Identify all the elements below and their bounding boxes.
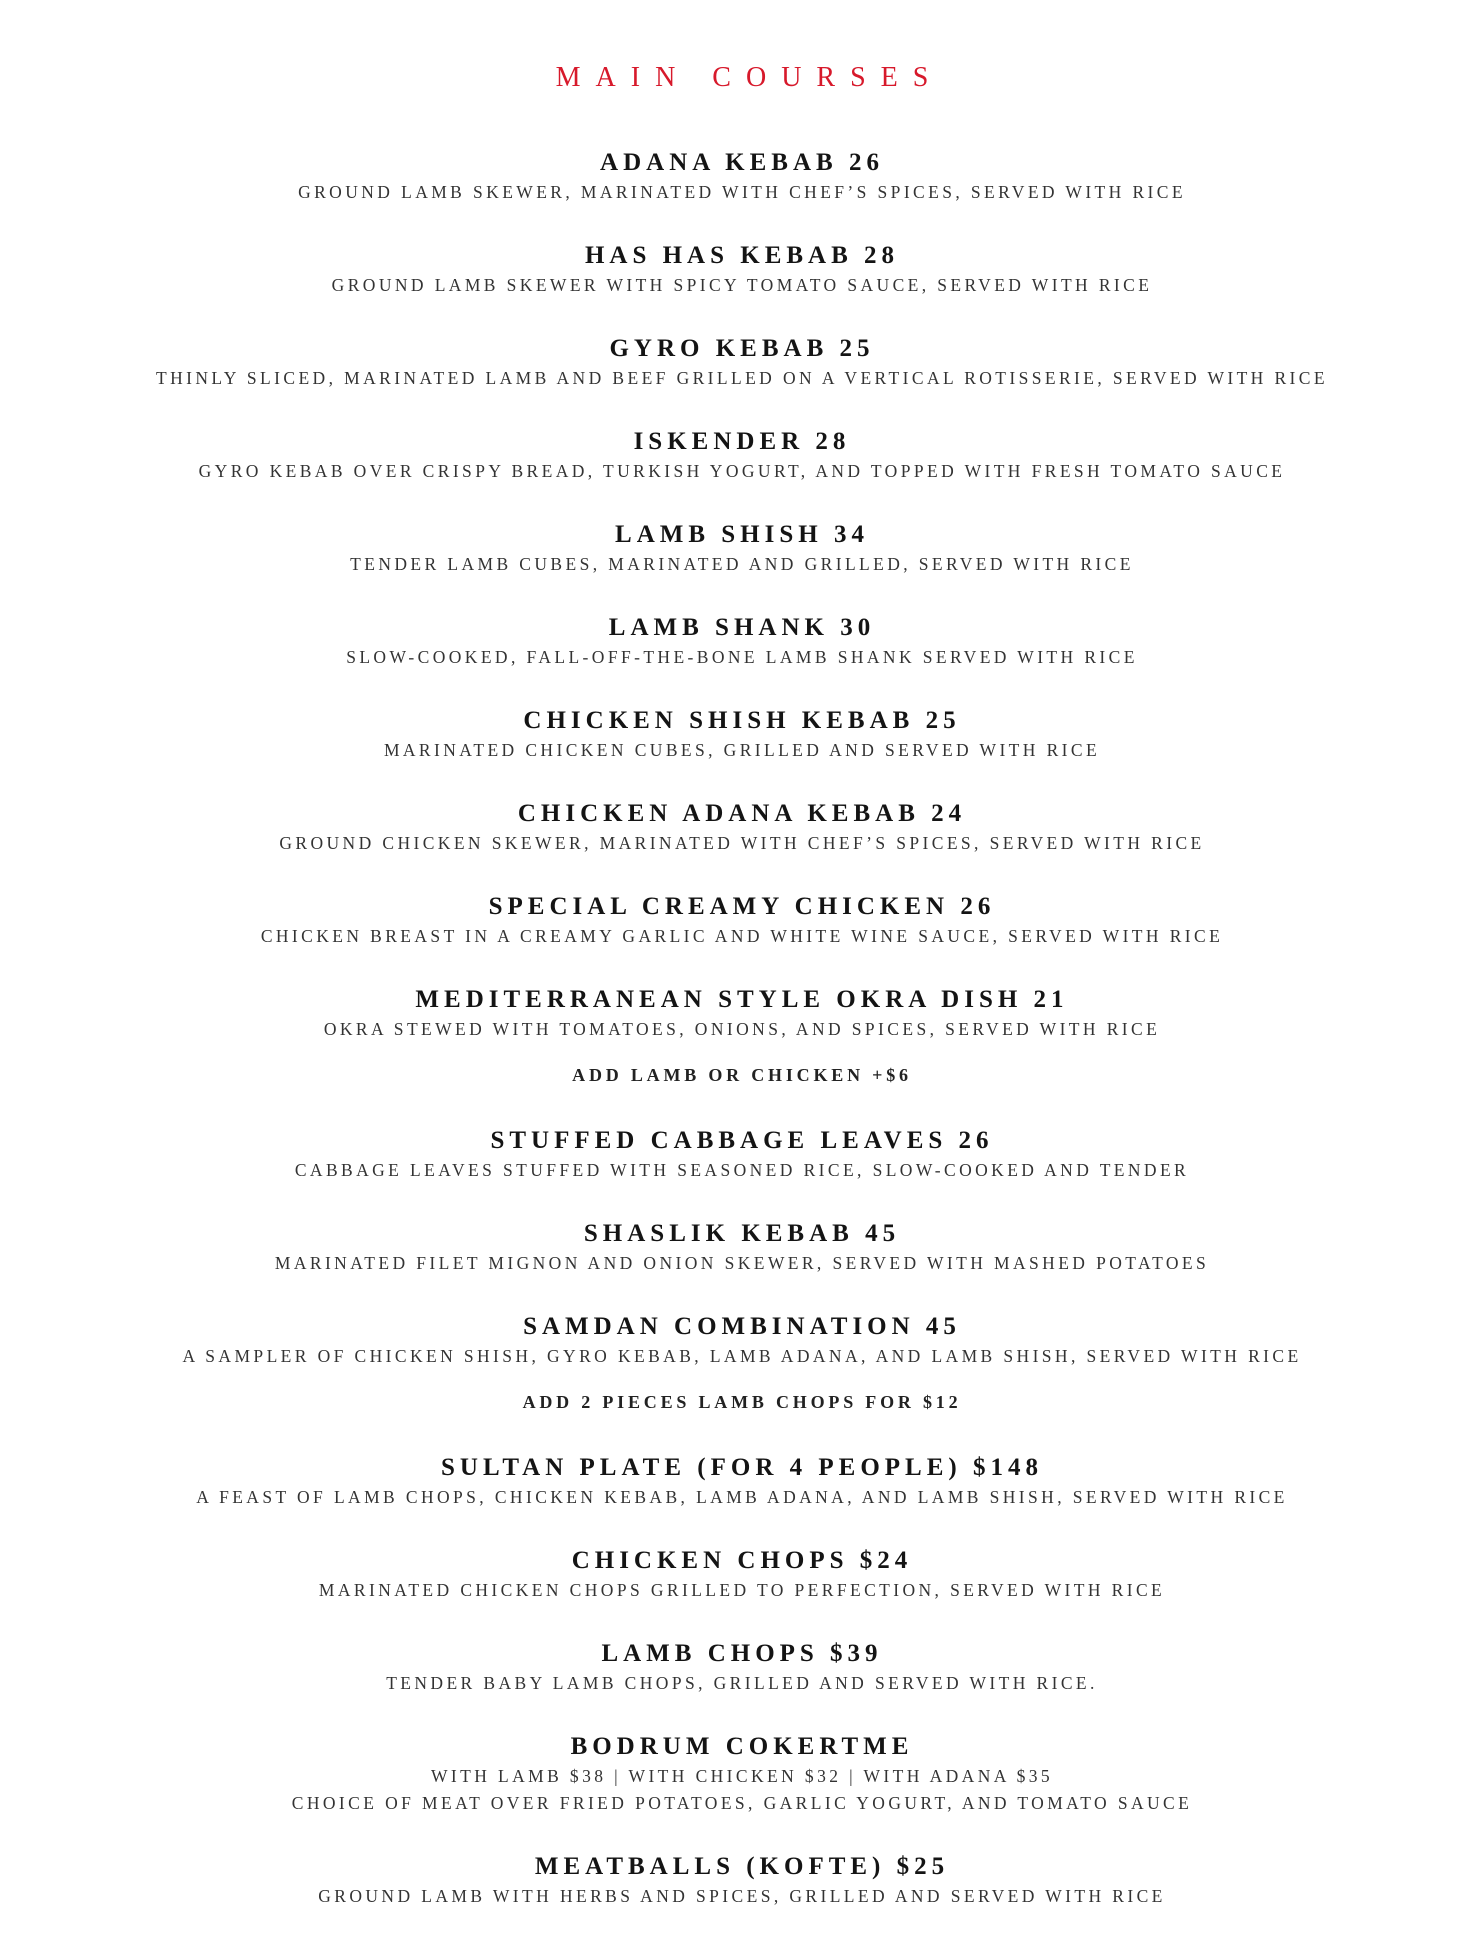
menu-item-name: SULTAN PLATE (FOR 4 PEOPLE) $148 [441, 1454, 1043, 1481]
menu-item-name: SPECIAL CREAMY CHICKEN 26 [488, 893, 996, 920]
menu-item-addon: ADD 2 PIECES LAMB CHOPS FOR $12 [522, 1392, 962, 1412]
menu-item [0, 1219, 1484, 1276]
menu-item [0, 427, 1484, 484]
menu-item-description: GROUND CHICKEN SKEWER, MARINATED WITH CHEF’S SPICES, SERVED WITH RICE [279, 833, 1205, 853]
menu-item-name: CHICKEN CHOPS $24 [571, 1547, 913, 1574]
menu-item [0, 1126, 1484, 1183]
menu-item-description: MARINATED CHICKEN CUBES, GRILLED AND SERVED WITH RICE [383, 740, 1101, 760]
menu-item-description: CHICKEN BREAST IN A CREAMY GARLIC AND WHITE WINE SAUCE, SERVED WITH RICE [260, 926, 1224, 946]
menu-item-description: GYRO KEBAB OVER CRISPY BREAD, TURKISH YOGURT, AND TOPPED WITH FRESH TOMATO SAUCE [198, 461, 1286, 481]
menu-item [0, 334, 1484, 391]
menu-item-description: MARINATED CHICKEN CHOPS GRILLED TO PERFECTION, SERVED WITH RICE [318, 1580, 1166, 1600]
menu-item-name: CHICKEN SHISH KEBAB 25 [523, 707, 961, 734]
page-title: MAIN COURSES [555, 62, 944, 93]
menu-item-name: LAMB CHOPS $39 [601, 1640, 883, 1667]
menu-item-name: SHASLIK KEBAB 45 [583, 1220, 901, 1247]
menu-item [0, 1312, 1484, 1369]
menu-item-description: THINLY SLICED, MARINATED LAMB AND BEEF GRILLED ON A VERTICAL ROTISSERIE, SERVED WITH RICE [156, 368, 1328, 388]
menu-item-name: BODRUM COKERTME [570, 1733, 914, 1760]
menu-item-name: LAMB SHANK 30 [608, 614, 876, 641]
menu-item-description: GROUND LAMB WITH HERBS AND SPICES, GRILLED AND SERVED WITH RICE [318, 1886, 1166, 1906]
menu-item-description: A SAMPLER OF CHICKEN SHISH, GYRO KEBAB, LAMB ADANA, AND LAMB SHISH, SERVED WITH RICE [182, 1346, 1302, 1366]
menu-item-description: SLOW-COOKED, FALL-OFF-THE-BONE LAMB SHANK SERVED WITH RICE [346, 647, 1138, 667]
menu-item-name: HAS HAS KEBAB 28 [584, 242, 900, 269]
menu-item [0, 1453, 1484, 1510]
menu-item [0, 241, 1484, 298]
menu-item-name: MEATBALLS (KOFTE) $25 [534, 1853, 950, 1880]
menu-item-description: WITH LAMB $38 | WITH CHICKEN $32 | WITH ADANA $35 [430, 1766, 1054, 1786]
menu-list [0, 148, 1484, 1945]
menu-item [0, 1852, 1484, 1909]
menu-item-name: ADANA KEBAB 26 [600, 149, 884, 176]
menu-item [0, 148, 1484, 205]
menu-item [0, 1639, 1484, 1696]
menu-item-addon: ADD LAMB OR CHICKEN +$6 [572, 1065, 912, 1085]
menu-item [0, 892, 1484, 949]
menu-item [0, 1546, 1484, 1603]
menu-item-description: OKRA STEWED WITH TOMATOES, ONIONS, AND SPICES, SERVED WITH RICE [323, 1019, 1161, 1039]
menu-item [0, 985, 1484, 1042]
menu-item-name: MEDITERRANEAN STYLE OKRA DISH 21 [415, 986, 1069, 1013]
menu-item-name: LAMB SHISH 34 [615, 521, 869, 548]
menu-item [0, 1732, 1484, 1816]
menu-item-description: CHOICE OF MEAT OVER FRIED POTATOES, GARLIC YOGURT, AND TOMATO SAUCE [291, 1793, 1193, 1813]
menu-item-description: A FEAST OF LAMB CHOPS, CHICKEN KEBAB, LAMB ADANA, AND LAMB SHISH, SERVED WITH RICE [196, 1487, 1288, 1507]
menu-item [0, 520, 1484, 577]
menu-item [0, 799, 1484, 856]
menu-item-description: GROUND LAMB SKEWER WITH SPICY TOMATO SAUCE, SERVED WITH RICE [331, 275, 1153, 295]
menu-item-description: MARINATED FILET MIGNON AND ONION SKEWER, SERVED WITH MASHED POTATOES [274, 1253, 1210, 1273]
menu-item-name: GYRO KEBAB 25 [609, 335, 875, 362]
menu-item-name: STUFFED CABBAGE LEAVES 26 [490, 1127, 994, 1154]
menu-item-description: TENDER BABY LAMB CHOPS, GRILLED AND SERVED WITH RICE. [386, 1673, 1098, 1693]
menu-item-description: CABBAGE LEAVES STUFFED WITH SEASONED RICE, SLOW-COOKED AND TENDER [294, 1160, 1190, 1180]
menu-item [0, 706, 1484, 763]
menu-item-description: GROUND LAMB SKEWER, MARINATED WITH CHEF’S SPICES, SERVED WITH RICE [298, 182, 1186, 202]
menu-item-name: SAMDAN COMBINATION 45 [523, 1313, 961, 1340]
menu-item-name: CHICKEN ADANA KEBAB 24 [517, 800, 967, 827]
menu-item-name: ISKENDER 28 [633, 428, 851, 455]
menu-item-description: TENDER LAMB CUBES, MARINATED AND GRILLED, SERVED WITH RICE [350, 554, 1134, 574]
menu-item [0, 613, 1484, 670]
